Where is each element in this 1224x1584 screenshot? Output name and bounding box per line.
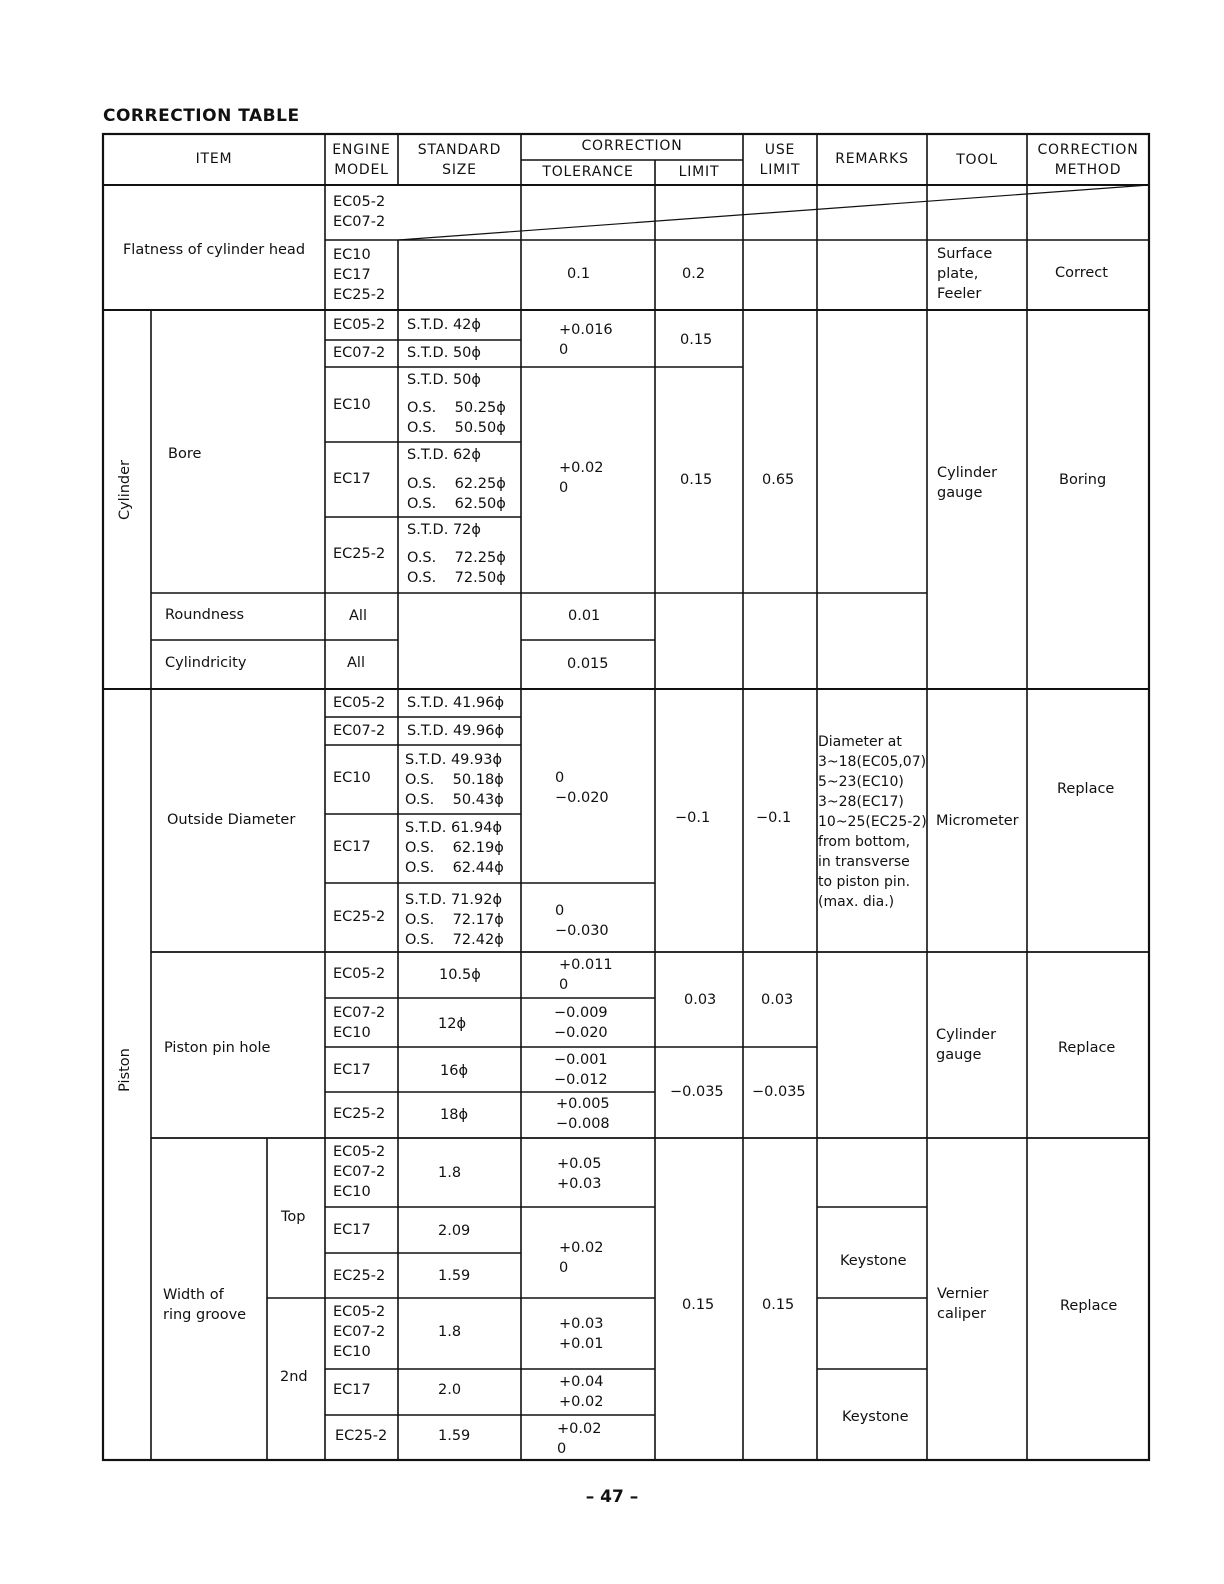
header-engine-model-2: MODEL bbox=[334, 162, 389, 178]
group-label-cylinder: Cylinder bbox=[117, 459, 133, 521]
bore-ec05-model: EC05-2 bbox=[333, 317, 386, 333]
flatness-models-a: EC05-2 EC07-2 bbox=[333, 194, 386, 230]
bore-ec05-size: S.T.D. 42ϕ bbox=[407, 317, 481, 333]
ring-t23-tol: +0.02 0 bbox=[559, 1240, 604, 1276]
cylindricity-model: All bbox=[347, 655, 365, 671]
od-ec05-model: EC05-2 bbox=[333, 695, 386, 711]
od-ec05-size: S.T.D. 41.96ϕ bbox=[407, 695, 505, 711]
roundness-item: Roundness bbox=[165, 607, 245, 623]
bore-ec25-model: EC25-2 bbox=[333, 546, 386, 562]
ring-s1-tol: +0.03 +0.01 bbox=[559, 1316, 604, 1352]
bore-item: Bore bbox=[168, 446, 202, 462]
ring-remark-2nd: Keystone bbox=[842, 1409, 909, 1425]
ring-groove-item: Width of ring groove bbox=[163, 1287, 247, 1323]
bore-use-limit: 0.65 bbox=[762, 472, 795, 488]
bore-ec17-model: EC17 bbox=[333, 471, 371, 487]
bore-limit-large: 0.15 bbox=[680, 472, 713, 488]
ring-2nd-label: 2nd bbox=[280, 1369, 308, 1385]
pin-method: Replace bbox=[1058, 1040, 1116, 1056]
flatness-limit: 0.2 bbox=[682, 266, 706, 282]
header-item: ITEM bbox=[195, 151, 233, 167]
ring-use-limit: 0.15 bbox=[762, 1297, 795, 1313]
pin-r3-size: 16ϕ bbox=[440, 1063, 469, 1079]
bore-ec17-std: S.T.D. 62ϕ bbox=[407, 447, 481, 463]
pin-limit-b: −0.035 bbox=[670, 1084, 724, 1100]
od-ec17-size: S.T.D. 61.94ϕ O.S. 62.19ϕ O.S. 62.44ϕ bbox=[405, 820, 504, 876]
pin-tool: Cylinder gauge bbox=[936, 1027, 997, 1063]
bore-ec07-model: EC07-2 bbox=[333, 345, 386, 361]
bore-tool: Cylinder gauge bbox=[937, 465, 998, 501]
ring-s3-model: EC25-2 bbox=[335, 1428, 388, 1444]
header-standard-size-2: SIZE bbox=[442, 162, 477, 178]
pin-r2-tol: −0.009 −0.020 bbox=[554, 1005, 608, 1041]
flatness-item: Flatness of cylinder head bbox=[122, 242, 306, 258]
od-ec07-size: S.T.D. 49.96ϕ bbox=[407, 723, 505, 739]
bore-ec10-os: O.S. 50.25ϕ O.S. 50.50ϕ bbox=[407, 400, 506, 436]
od-ec25-size: S.T.D. 71.92ϕ O.S. 72.17ϕ O.S. 72.42ϕ bbox=[405, 892, 504, 948]
header-method-2: METHOD bbox=[1054, 162, 1122, 178]
od-item: Outside Diameter bbox=[167, 812, 296, 828]
pin-r3-tol: −0.001 −0.012 bbox=[554, 1052, 608, 1088]
ring-remark-top: Keystone bbox=[840, 1253, 907, 1269]
group-label-piston: Piston bbox=[117, 1048, 133, 1092]
pin-hole-item: Piston pin hole bbox=[164, 1040, 271, 1056]
header-limit: LIMIT bbox=[678, 164, 720, 180]
pin-use-limit-a: 0.03 bbox=[761, 992, 794, 1008]
bore-ec17-os: O.S. 62.25ϕ O.S. 62.50ϕ bbox=[407, 476, 506, 512]
ring-method: Replace bbox=[1060, 1298, 1118, 1314]
ring-s1-size: 1.8 bbox=[438, 1324, 462, 1340]
pin-r1-size: 10.5ϕ bbox=[439, 967, 481, 983]
od-limit: −0.1 bbox=[675, 810, 711, 826]
od-tolerance-a: 0 −0.020 bbox=[555, 770, 609, 806]
header-use-limit-2: LIMIT bbox=[759, 162, 801, 178]
bore-ec25-os: O.S. 72.25ϕ O.S. 72.50ϕ bbox=[407, 550, 506, 586]
bore-tol-small: +0.016 0 bbox=[559, 322, 613, 358]
roundness-tolerance: 0.01 bbox=[568, 608, 601, 624]
ring-t1-tol: +0.05 +0.03 bbox=[557, 1156, 602, 1192]
flatness-method: Correct bbox=[1055, 265, 1108, 281]
header-engine-model-1: ENGINE bbox=[332, 142, 391, 158]
od-ec10-model: EC10 bbox=[333, 770, 371, 786]
flatness-tolerance: 0.1 bbox=[567, 266, 591, 282]
header-standard-size-1: STANDARD bbox=[417, 142, 502, 158]
od-tolerance-b: 0 −0.030 bbox=[555, 903, 609, 939]
pin-r3-model: EC17 bbox=[333, 1062, 371, 1078]
od-ec10-size: S.T.D. 49.93ϕ O.S. 50.18ϕ O.S. 50.43ϕ bbox=[405, 752, 504, 808]
ring-t1-size: 1.8 bbox=[438, 1165, 462, 1181]
ring-t1-model: EC05-2 EC07-2 EC10 bbox=[333, 1144, 386, 1200]
pin-r2-size: 12ϕ bbox=[438, 1016, 467, 1032]
ring-t2-size: 2.09 bbox=[438, 1223, 471, 1239]
cylindricity-tolerance: 0.015 bbox=[567, 656, 609, 672]
bore-ec07-size: S.T.D. 50ϕ bbox=[407, 345, 481, 361]
page-number: – 47 – bbox=[585, 1487, 639, 1507]
od-ec25-model: EC25-2 bbox=[333, 909, 386, 925]
header-method-1: CORRECTION bbox=[1037, 142, 1139, 158]
ring-top-label: Top bbox=[281, 1209, 306, 1225]
ring-t3-model: EC25-2 bbox=[333, 1268, 386, 1284]
ring-s2-tol: +0.04 +0.02 bbox=[559, 1374, 604, 1410]
bore-ec10-model: EC10 bbox=[333, 397, 371, 413]
ring-t3-size: 1.59 bbox=[438, 1268, 471, 1284]
od-method: Replace bbox=[1057, 781, 1115, 797]
flatness-tool: Surface plate, Feeler bbox=[937, 246, 993, 302]
header-correction: CORRECTION bbox=[581, 138, 683, 154]
header-tool: TOOL bbox=[956, 152, 998, 168]
roundness-model: All bbox=[349, 608, 367, 624]
ring-s3-tol: +0.02 0 bbox=[557, 1421, 602, 1457]
pin-use-limit-b: −0.035 bbox=[752, 1084, 806, 1100]
ring-s2-size: 2.0 bbox=[438, 1382, 462, 1398]
pin-r1-model: EC05-2 bbox=[333, 966, 386, 982]
bore-method: Boring bbox=[1059, 472, 1107, 488]
pin-r2-model: EC07-2 EC10 bbox=[333, 1005, 386, 1041]
header-tolerance: TOLERANCE bbox=[542, 164, 634, 180]
pin-limit-a: 0.03 bbox=[684, 992, 717, 1008]
ring-s2-model: EC17 bbox=[333, 1382, 371, 1398]
ring-limit: 0.15 bbox=[682, 1297, 715, 1313]
header-use-limit-1: USE bbox=[764, 142, 796, 158]
pin-r4-model: EC25-2 bbox=[333, 1106, 386, 1122]
ring-s1-model: EC05-2 EC07-2 EC10 bbox=[333, 1304, 386, 1360]
pin-r1-tol: +0.011 0 bbox=[559, 957, 613, 993]
bore-limit-small: 0.15 bbox=[680, 332, 713, 348]
pin-r4-size: 18ϕ bbox=[440, 1107, 469, 1123]
flatness-models-b: EC10 EC17 EC25-2 bbox=[333, 247, 386, 303]
page-title: CORRECTION TABLE bbox=[103, 106, 300, 126]
ring-t2-model: EC17 bbox=[333, 1222, 371, 1238]
header-remarks: REMARKS bbox=[835, 151, 909, 167]
od-tool: Micrometer bbox=[936, 813, 1019, 829]
ring-s3-size: 1.59 bbox=[438, 1428, 471, 1444]
cylindricity-item: Cylindricity bbox=[165, 655, 247, 671]
bore-tol-large: +0.02 0 bbox=[559, 460, 604, 496]
bore-ec10-std: S.T.D. 50ϕ bbox=[407, 372, 481, 388]
od-ec07-model: EC07-2 bbox=[333, 723, 386, 739]
od-ec17-model: EC17 bbox=[333, 839, 371, 855]
od-use-limit: −0.1 bbox=[756, 810, 792, 826]
bore-ec25-std: S.T.D. 72ϕ bbox=[407, 522, 481, 538]
od-remarks: Diameter at 3~18(EC05,07) 5~23(EC10) 3~28(EC17) 10~25(EC25-2) from bottom, in transverse to piston pin. (max. dia.) bbox=[818, 734, 927, 910]
ring-tool: Vernier caliper bbox=[937, 1286, 989, 1322]
pin-r4-tol: +0.005 −0.008 bbox=[556, 1096, 610, 1132]
